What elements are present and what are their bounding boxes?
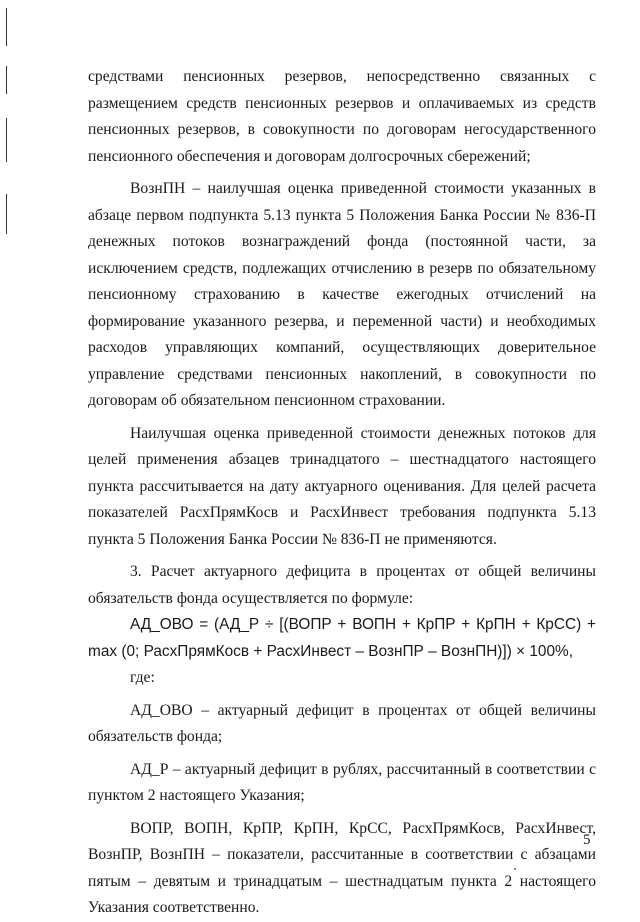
scan-edge-mark — [6, 8, 7, 46]
definition-ad-r: АД_Р – актуарный дефицит в рублях, рассчитанный в соответствии с пунктом 2 настоящего Указания; — [88, 760, 596, 804]
paragraph-vozn-pn: ВознПН – наилучшая оценка приведенной стоимости указанных в абзаце первом подпункта 5.13 пункта 5 Положения Банка России № 836-П денежных потоков вознаграждений фонда (постоянной части, за исключением средств, подлежащих отчислению в резерв по обязательному пенсионному страхованию в качестве ежегодных отчислений на формирование указанного резерва, и переменной части) и необходимых расходов управляющих компаний, осуществляющих доверительное управление средствами пенсионных накоплений, в совокупности по договорам об обязательном пенсионном страховании. — [88, 180, 596, 409]
scan-edge-mark — [6, 66, 7, 94]
page-number: 5 — [583, 832, 591, 848]
formula: АД_ОВО = (АД_Р ÷ [(ВОПР + ВОПН + КрПР + КрПН + КрСС) + max (0; РасхПрямКосв + РасхИнвест – ВознПР – ВознПН)]) × 100%, — [88, 616, 596, 660]
paragraph-best-estimate: Наилучшая оценка приведенной стоимости денежных потоков для целей применения абзацев тринадцатого – шестнадцатого настоящего пункта рассчитывается на дату актуарного оценивания. Для целей расчета показателей РасхПрямКосв и РасхИнвест требования подпункта 5.13 пункта 5 Положения Банка России № 836-П не применяются. — [88, 424, 596, 548]
paragraph-section-3: 3. Расчет актуарного дефицита в процентах от общей величины обязательств фонда осуществляется по формуле: — [88, 563, 596, 607]
scan-edge-mark — [6, 118, 7, 162]
paragraph-where: где: — [130, 669, 155, 686]
scan-edge-mark — [6, 194, 7, 234]
paragraph-continuation: средствами пенсионных резервов, непосредственно связанных с размещением средств пенсионных резервов и оплачиваемых из средств пенсионных резервов, в совокупности по договорам негосударственного пенсионного обеспечения и договорам долгосрочных сбережений; — [88, 68, 596, 165]
scan-speck — [514, 868, 516, 870]
definition-ad-ovo: АД_ОВО – актуарный дефицит в процентах от общей величины обязательств фонда; — [88, 701, 596, 745]
document-body — [88, 64, 596, 922]
definition-indicators: ВОПР, ВОПН, КрПР, КрПН, КрСС, РасхПрямКосв, РасхИнвест, ВознПР, ВознПН – показатели, рассчитанные в соответствии с абзацами пятым – девятым и тринадцатым – шестнадцатым пункта 2 настоящего Указания соответственно. — [88, 819, 596, 916]
